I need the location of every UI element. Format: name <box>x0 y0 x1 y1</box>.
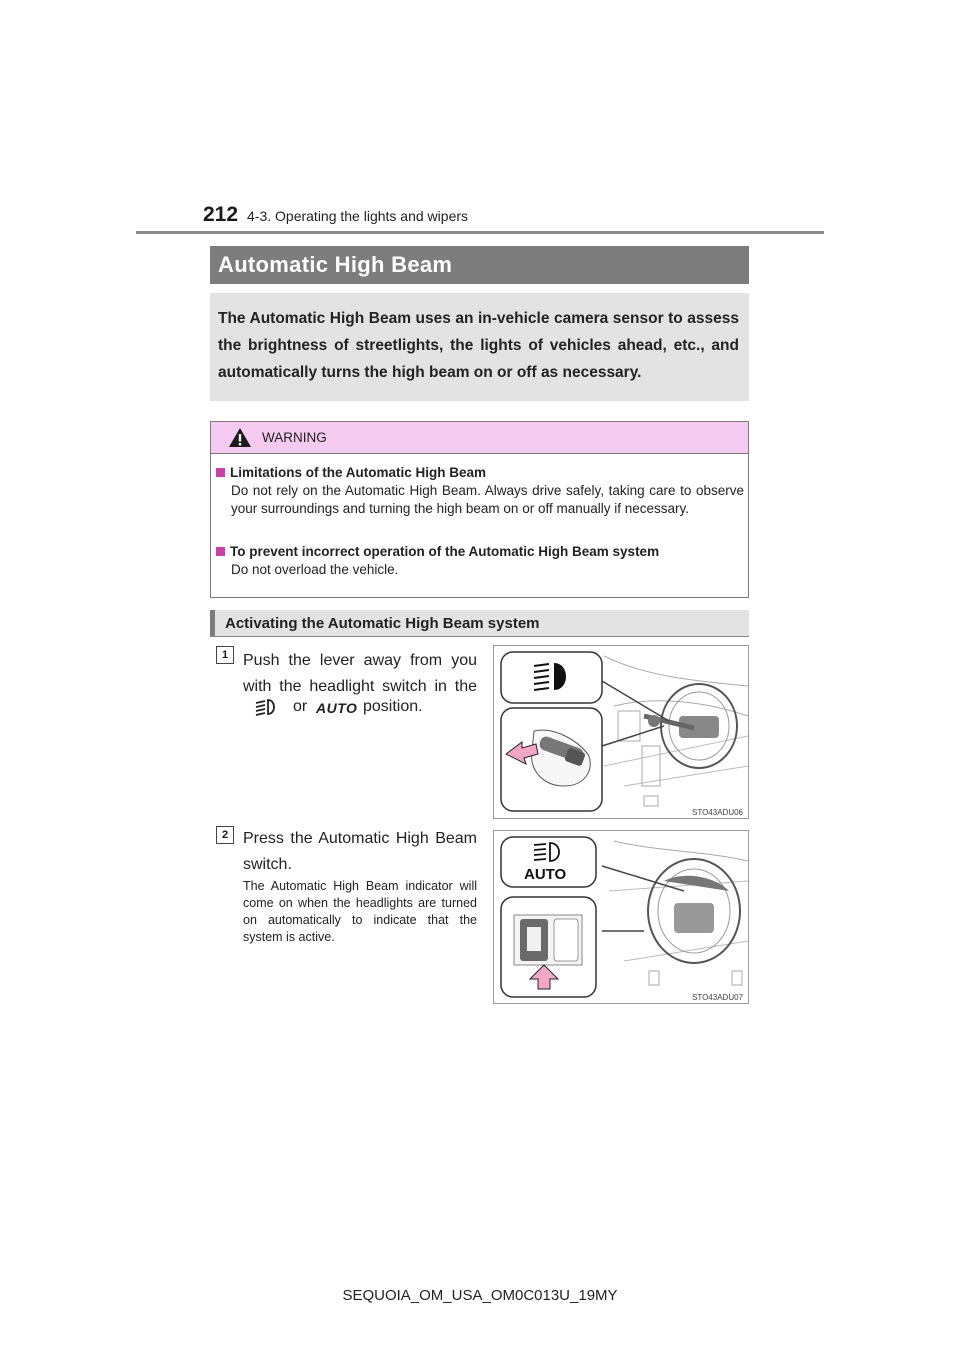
square-bullet-icon <box>216 468 225 477</box>
warning-box <box>210 421 749 598</box>
warning-header <box>211 422 748 454</box>
svg-text:AUTO: AUTO <box>524 866 567 883</box>
figure-switch <box>493 830 749 1004</box>
warning-item-heading: Limitations of the Automatic High Beam <box>230 465 487 480</box>
lever-illustration <box>494 646 749 819</box>
warning-triangle-icon <box>228 427 252 448</box>
auto-icon: AUTO <box>316 700 358 716</box>
headlight-low-beam-icon <box>254 697 280 717</box>
step-1-or: or <box>293 698 308 715</box>
title-bar <box>210 246 749 284</box>
warning-item-body: Do not rely on the Automatic High Beam. Always drive safely, taking care to observe your surroundings and turning the high beam on or off manually if necessary. <box>231 483 744 516</box>
step-1-text <box>243 648 477 700</box>
step-number: 1 <box>216 646 234 664</box>
figure-lever <box>493 645 749 819</box>
warning-item <box>216 543 744 579</box>
step-1-line: Push the lever away from you <box>243 652 477 669</box>
warning-item-body: Do not overload the vehicle. <box>231 562 399 577</box>
step-2-note: The Automatic High Beam indicator will come on when the headlights are turned on automatically to indicate that the system is active. <box>243 879 477 944</box>
warning-item-heading: To prevent incorrect operation of the Automatic High Beam system <box>230 544 660 559</box>
page-title: Automatic High Beam <box>218 252 453 277</box>
step-2-text: Press the Automatic High Beam switch. <box>243 830 477 873</box>
step-number: 2 <box>216 826 234 844</box>
warning-item <box>216 464 744 518</box>
switch-illustration <box>494 831 749 1004</box>
footer-code: SEQUOIA_OM_USA_OM0C013U_19MY <box>342 1287 618 1304</box>
subsection-bar <box>210 610 215 636</box>
page-number: 212 <box>203 203 239 226</box>
step-1-line: with the headlight switch in the <box>243 678 477 695</box>
intro-text: The Automatic High Beam uses an in-vehicle camera sensor to assess the brightness of streetlights, the lights of vehicles ahead, etc., and automatically turns the high beam on or off as necessary. <box>218 310 739 381</box>
intro-box <box>210 293 749 401</box>
subsection-title: Activating the Automatic High Beam system <box>225 615 540 632</box>
header-rule <box>136 231 824 234</box>
figure-code: STO43ADU07 <box>692 993 743 1002</box>
section-path: 4-3. Operating the lights and wipers <box>247 208 469 224</box>
square-bullet-icon <box>216 547 225 556</box>
step-1-position: position. <box>363 698 423 715</box>
subsection-rule <box>210 636 749 637</box>
subsection-heading <box>210 610 749 636</box>
figure-code: STO43ADU06 <box>692 808 743 817</box>
warning-label: WARNING <box>262 430 327 445</box>
